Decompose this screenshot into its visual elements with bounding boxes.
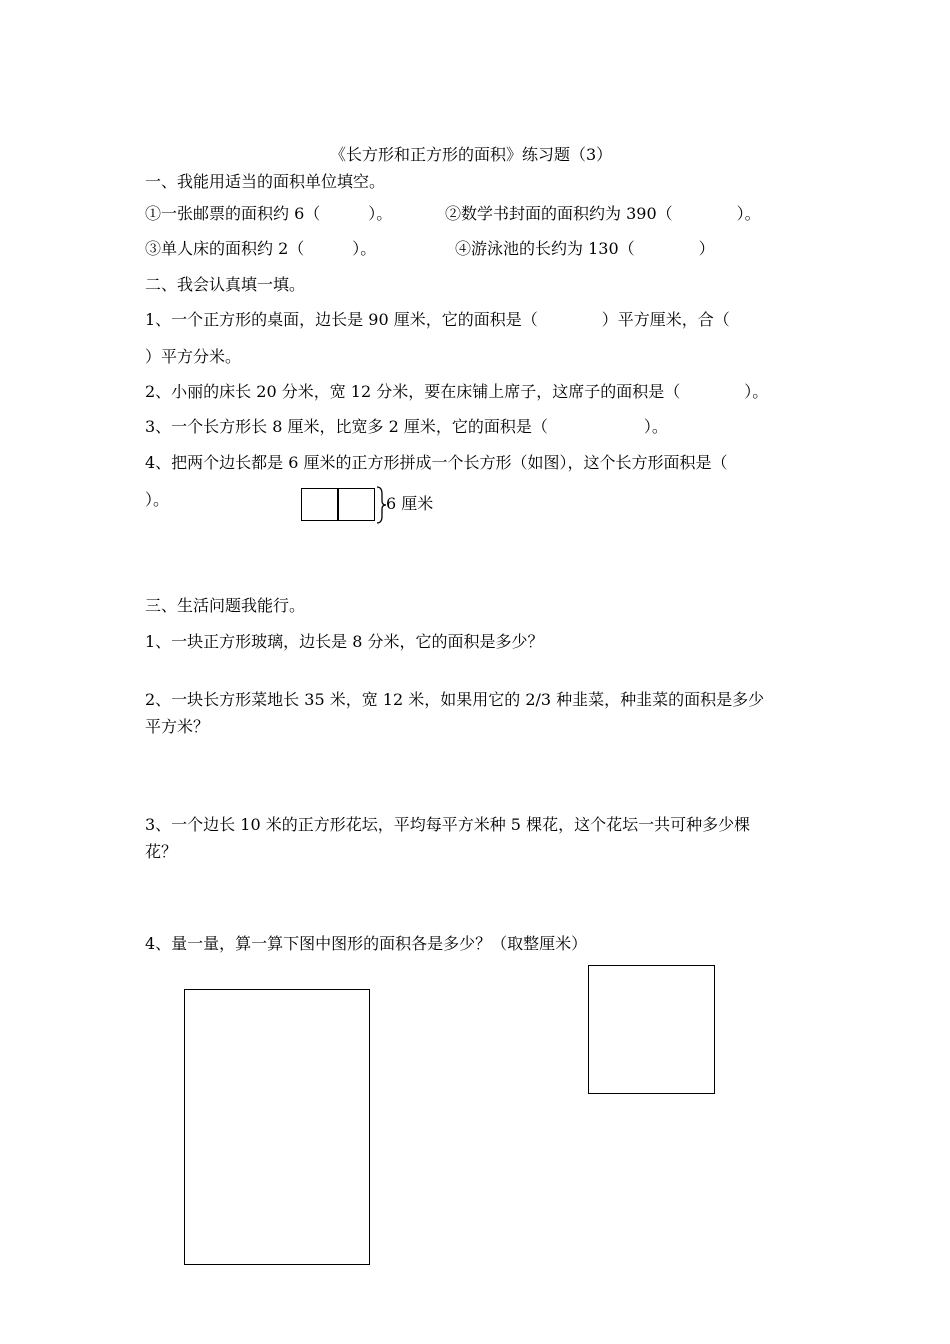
section2-question-1-line1: 1、一个正方形的桌面，边长是 90 厘米，它的面积是（ ）平方厘米，合（ <box>145 310 730 329</box>
section3-question-4: 4、量一量，算一算下图中图形的面积各是多少？（取整厘米） <box>145 934 588 953</box>
section2-question-4-line1: 4、把两个边长都是 6 厘米的正方形拼成一个长方形（如图），这个长方形面积是（ <box>145 453 728 472</box>
section2-question-1-line2: ）平方分米。 <box>145 347 242 366</box>
section2-question-2: 2、小丽的床长 20 分米，宽 12 分米，要在床铺上席子，这席子的面积是（ ）。 <box>145 382 769 401</box>
measure-square <box>588 965 715 1094</box>
section3-question-2-line1: 2、一块长方形菜地长 35 米，宽 12 米，如果用它的 2/3 种韭菜，种韭菜的面积是多少 <box>145 690 765 709</box>
section1-heading: 一、我能用适当的面积单位填空。 <box>145 172 386 191</box>
section1-question-3: ③单人床的面积约 2（ ）。 <box>145 239 377 258</box>
section2-heading: 二、我会认真填一填。 <box>145 275 306 294</box>
figure-side-label: 6 厘米 <box>386 494 434 513</box>
section3-heading: 三、生活问题我能行。 <box>145 596 306 615</box>
section1-question-2: ②数学书封面的面积约为 390（ ）。 <box>445 204 761 223</box>
section3-question-1: 1、一块正方形玻璃，边长是 8 分米，它的面积是多少？ <box>145 632 544 651</box>
section3-question-3-line2: 花？ <box>145 842 178 861</box>
left-square <box>301 488 339 521</box>
section2-question-3: 3、一个长方形长 8 厘米，比宽多 2 厘米，它的面积是（ ）。 <box>145 417 668 436</box>
right-square <box>337 488 375 521</box>
section3-question-2-line2: 平方米？ <box>145 717 210 736</box>
measure-rectangle <box>184 989 370 1265</box>
section2-question-4-line2: ）。 <box>145 490 170 509</box>
page-title: 《长方形和正方形的面积》练习题（3） <box>330 145 613 164</box>
section1-question-1: ①一张邮票的面积约 6（ ）。 <box>145 204 393 223</box>
section1-question-4: ④游泳池的长约为 130（ ） <box>455 239 715 258</box>
section3-question-3-line1: 3、一个边长 10 米的正方形花坛，平均每平方米种 5 棵花，这个花坛一共可种多少棵 <box>145 815 751 834</box>
